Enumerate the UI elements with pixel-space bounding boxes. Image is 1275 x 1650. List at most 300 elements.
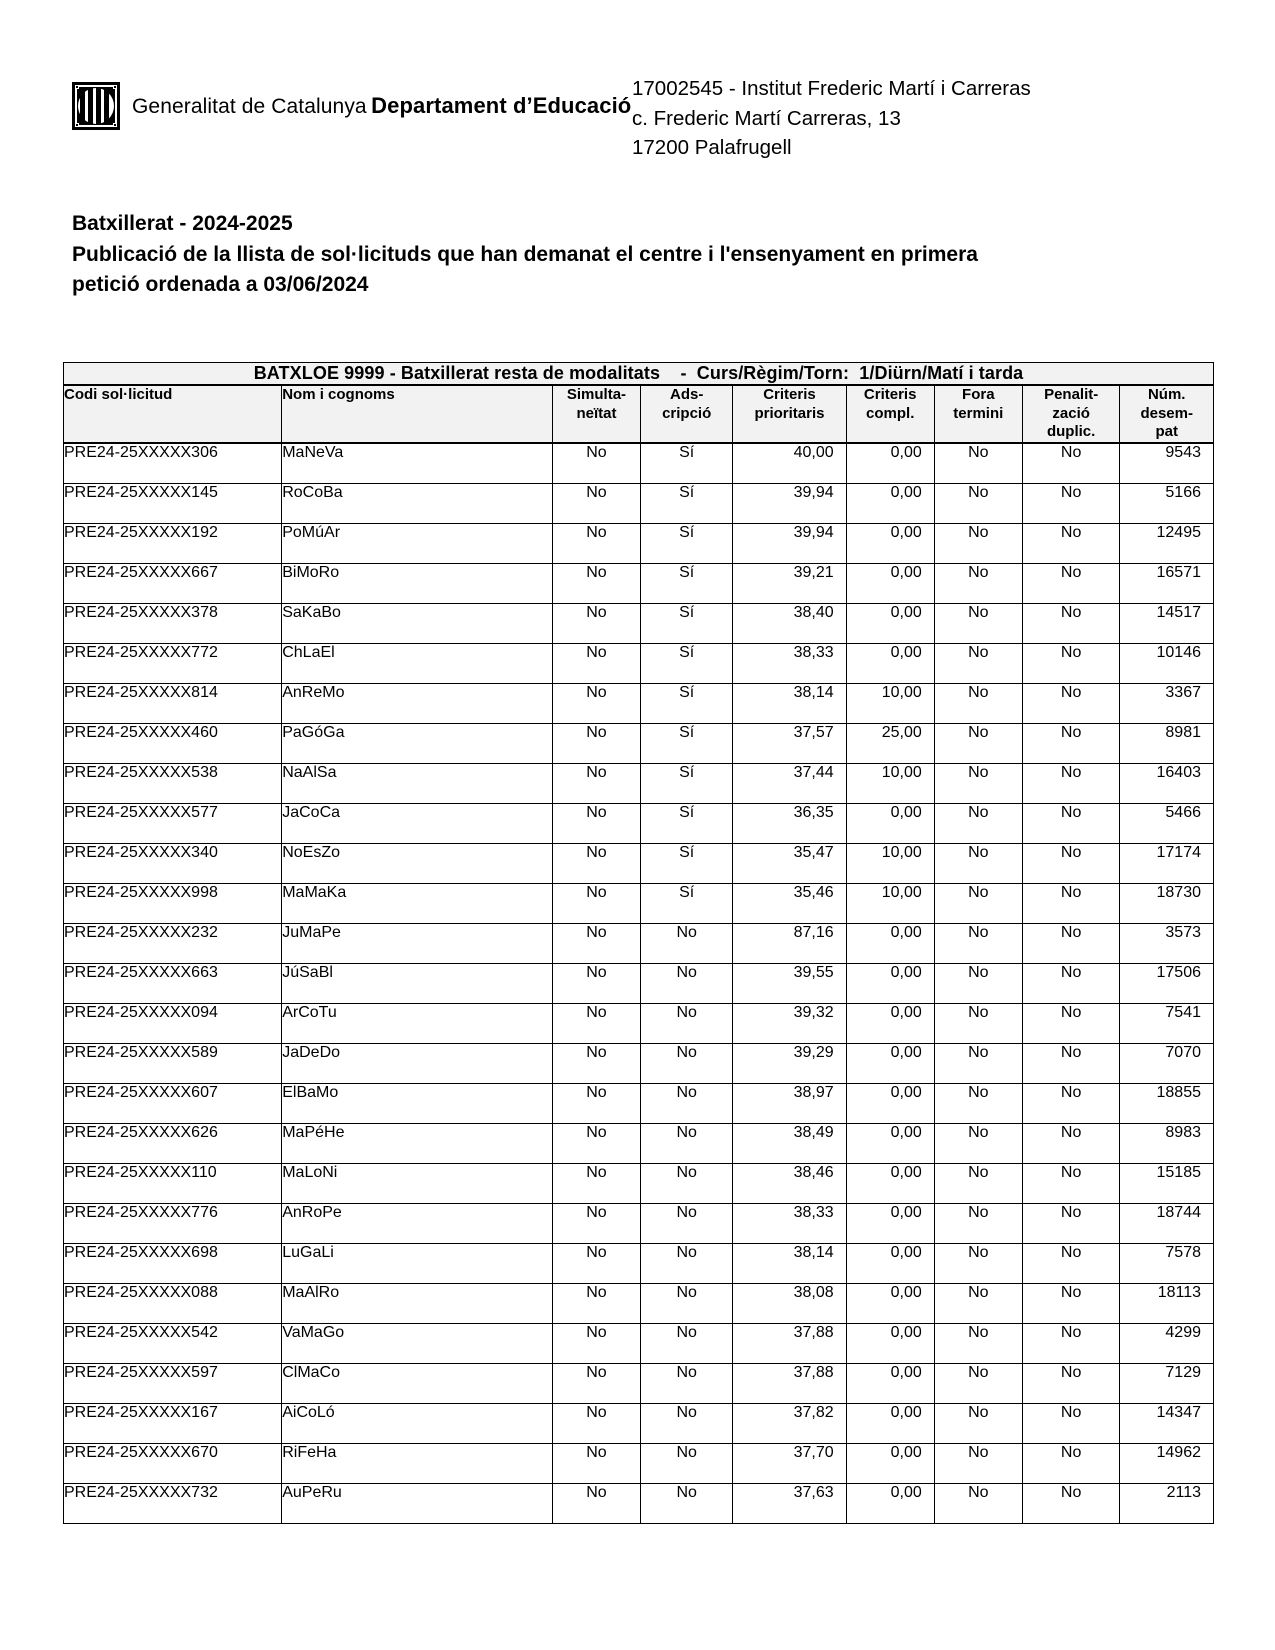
cell-simultaneitat: No — [552, 1363, 640, 1403]
cell-num-desempat: 12495 — [1120, 523, 1214, 563]
cell-adscripcio: Sí — [641, 683, 733, 723]
cell-fora-termini: No — [934, 723, 1022, 763]
cell-simultaneitat: No — [552, 563, 640, 603]
cell-codi-sollicitud: PRE24-25XXXXX577 — [64, 803, 282, 843]
cell-num-desempat: 16403 — [1120, 763, 1214, 803]
centre-address — [632, 70, 1031, 163]
cell-num-desempat: 18730 — [1120, 883, 1214, 923]
cell-fora-termini: No — [934, 923, 1022, 963]
table-row — [64, 1123, 1214, 1163]
table-row — [64, 963, 1214, 1003]
cell-criteris-prioritaris: 37,88 — [733, 1363, 846, 1403]
column-header-simultaneitat — [552, 385, 640, 443]
column-header-line: Penalit- — [1044, 386, 1099, 404]
cell-simultaneitat: No — [552, 803, 640, 843]
column-header-num-desempat — [1120, 385, 1214, 443]
cell-criteris-compl: 0,00 — [846, 963, 934, 1003]
cell-penalitzacio-duplic: No — [1022, 1243, 1120, 1283]
cell-adscripcio: Sí — [641, 643, 733, 683]
table-body — [64, 443, 1214, 1523]
table-row — [64, 1443, 1214, 1483]
cell-codi-sollicitud: PRE24-25XXXXX732 — [64, 1483, 282, 1523]
cell-adscripcio: Sí — [641, 763, 733, 803]
cell-num-desempat: 18744 — [1120, 1203, 1214, 1243]
cell-criteris-compl: 0,00 — [846, 1163, 934, 1203]
cell-codi-sollicitud: PRE24-25XXXXX667 — [64, 563, 282, 603]
column-header-line: Fora — [962, 386, 995, 404]
cell-fora-termini: No — [934, 1323, 1022, 1363]
cell-num-desempat: 2113 — [1120, 1483, 1214, 1523]
cell-adscripcio: No — [641, 923, 733, 963]
cell-nom-i-cognoms: LuGaLi — [282, 1243, 553, 1283]
cell-adscripcio: Sí — [641, 443, 733, 483]
cell-adscripcio: Sí — [641, 563, 733, 603]
cell-nom-i-cognoms: MaLoNi — [282, 1163, 553, 1203]
cell-simultaneitat: No — [552, 763, 640, 803]
cell-criteris-compl: 0,00 — [846, 1203, 934, 1243]
column-header-line: pat — [1155, 423, 1178, 441]
cell-codi-sollicitud: PRE24-25XXXXX589 — [64, 1043, 282, 1083]
cell-codi-sollicitud: PRE24-25XXXXX663 — [64, 963, 282, 1003]
cell-criteris-prioritaris: 37,44 — [733, 763, 846, 803]
table-row — [64, 1243, 1214, 1283]
cell-num-desempat: 15185 — [1120, 1163, 1214, 1203]
table-row — [64, 603, 1214, 643]
cell-criteris-prioritaris: 39,21 — [733, 563, 846, 603]
cell-fora-termini: No — [934, 563, 1022, 603]
cell-codi-sollicitud: PRE24-25XXXXX607 — [64, 1083, 282, 1123]
centre-street: c. Frederic Martí Carreras, 13 — [632, 106, 901, 130]
table-header-row — [64, 385, 1214, 443]
cell-criteris-prioritaris: 39,94 — [733, 483, 846, 523]
column-header-line: Núm. — [1147, 386, 1186, 404]
cell-criteris-compl: 25,00 — [846, 723, 934, 763]
column-header-codi-sollicitud — [64, 385, 282, 443]
cell-criteris-prioritaris: 37,57 — [733, 723, 846, 763]
cell-nom-i-cognoms: AiCoLó — [282, 1403, 553, 1443]
cell-criteris-compl: 0,00 — [846, 563, 934, 603]
cell-criteris-compl: 0,00 — [846, 1483, 934, 1523]
cell-nom-i-cognoms: JaDeDo — [282, 1043, 553, 1083]
cell-criteris-compl: 10,00 — [846, 843, 934, 883]
cell-num-desempat: 17174 — [1120, 843, 1214, 883]
cell-simultaneitat: No — [552, 1443, 640, 1483]
column-header-criteris-compl — [846, 385, 934, 443]
cell-fora-termini: No — [934, 883, 1022, 923]
cell-criteris-prioritaris: 39,32 — [733, 1003, 846, 1043]
column-header-line: neïtat — [576, 404, 617, 422]
cell-criteris-prioritaris: 38,14 — [733, 1243, 846, 1283]
cell-penalitzacio-duplic: No — [1022, 763, 1120, 803]
table-row — [64, 1203, 1214, 1243]
column-header-adscripcio — [641, 385, 733, 443]
cell-adscripcio: Sí — [641, 523, 733, 563]
cell-codi-sollicitud: PRE24-25XXXXX145 — [64, 483, 282, 523]
cell-codi-sollicitud: PRE24-25XXXXX998 — [64, 883, 282, 923]
cell-adscripcio: Sí — [641, 723, 733, 763]
cell-num-desempat: 8983 — [1120, 1123, 1214, 1163]
column-header-line: compl. — [866, 404, 915, 422]
cell-penalitzacio-duplic: No — [1022, 1363, 1120, 1403]
cell-simultaneitat: No — [552, 1163, 640, 1203]
cell-simultaneitat: No — [552, 923, 640, 963]
cell-criteris-prioritaris: 37,82 — [733, 1403, 846, 1443]
cell-adscripcio: No — [641, 1403, 733, 1443]
cell-nom-i-cognoms: JuMaPe — [282, 923, 553, 963]
cell-criteris-compl: 0,00 — [846, 1323, 934, 1363]
generalitat-de-catalunya-coat-of-arms-icon — [72, 82, 120, 130]
cell-nom-i-cognoms: RiFeHa — [282, 1443, 553, 1483]
cell-adscripcio: Sí — [641, 483, 733, 523]
cell-codi-sollicitud: PRE24-25XXXXX192 — [64, 523, 282, 563]
cell-nom-i-cognoms: JaCoCa — [282, 803, 553, 843]
cell-simultaneitat: No — [552, 1243, 640, 1283]
cell-penalitzacio-duplic: No — [1022, 683, 1120, 723]
cell-simultaneitat: No — [552, 963, 640, 1003]
title-line-description-2: petició ordenada a 03/06/2024 — [72, 273, 369, 297]
cell-num-desempat: 4299 — [1120, 1323, 1214, 1363]
cell-nom-i-cognoms: ElBaMo — [282, 1083, 553, 1123]
cell-nom-i-cognoms: AuPeRu — [282, 1483, 553, 1523]
cell-penalitzacio-duplic: No — [1022, 1003, 1120, 1043]
column-header-line: prioritaris — [754, 404, 825, 422]
cell-penalitzacio-duplic: No — [1022, 1203, 1120, 1243]
column-header-line: Simulta- — [566, 386, 627, 404]
cell-fora-termini: No — [934, 803, 1022, 843]
cell-nom-i-cognoms: JúSaBl — [282, 963, 553, 1003]
cell-codi-sollicitud: PRE24-25XXXXX094 — [64, 1003, 282, 1043]
table-row — [64, 683, 1214, 723]
column-header-fora-termini — [934, 385, 1022, 443]
generalitat-logo — [72, 70, 632, 130]
cell-simultaneitat: No — [552, 1043, 640, 1083]
cell-criteris-prioritaris: 38,46 — [733, 1163, 846, 1203]
cell-adscripcio: Sí — [641, 843, 733, 883]
cell-criteris-compl: 0,00 — [846, 643, 934, 683]
cell-num-desempat: 7541 — [1120, 1003, 1214, 1043]
cell-criteris-prioritaris: 40,00 — [733, 443, 846, 483]
cell-criteris-compl: 0,00 — [846, 1083, 934, 1123]
cell-criteris-compl: 0,00 — [846, 1123, 934, 1163]
cell-fora-termini: No — [934, 1123, 1022, 1163]
cell-penalitzacio-duplic: No — [1022, 803, 1120, 843]
column-header-line: desem- — [1140, 404, 1193, 422]
cell-num-desempat: 18113 — [1120, 1283, 1214, 1323]
title-line-description-1: Publicació de la llista de sol·licituds que han demanat el centre i l'ensenyament en primera — [72, 242, 978, 266]
cell-fora-termini: No — [934, 1003, 1022, 1043]
cell-codi-sollicitud: PRE24-25XXXXX340 — [64, 843, 282, 883]
title-line-programme: Batxillerat - 2024-2025 — [72, 212, 293, 236]
cell-adscripcio: No — [641, 1243, 733, 1283]
cell-codi-sollicitud: PRE24-25XXXXX776 — [64, 1203, 282, 1243]
cell-nom-i-cognoms: ArCoTu — [282, 1003, 553, 1043]
cell-penalitzacio-duplic: No — [1022, 523, 1120, 563]
cell-criteris-prioritaris: 38,33 — [733, 643, 846, 683]
cell-adscripcio: No — [641, 1443, 733, 1483]
cell-criteris-compl: 0,00 — [846, 1003, 934, 1043]
cell-nom-i-cognoms: BiMoRo — [282, 563, 553, 603]
cell-num-desempat: 7578 — [1120, 1243, 1214, 1283]
cell-adscripcio: No — [641, 1203, 733, 1243]
cell-adscripcio: Sí — [641, 803, 733, 843]
cell-simultaneitat: No — [552, 523, 640, 563]
logo-line-departament: Departament d’Educació — [371, 92, 632, 118]
cell-penalitzacio-duplic: No — [1022, 843, 1120, 883]
cell-adscripcio: Sí — [641, 883, 733, 923]
cell-criteris-prioritaris: 37,88 — [733, 1323, 846, 1363]
cell-adscripcio: Sí — [641, 603, 733, 643]
table-row — [64, 643, 1214, 683]
cell-adscripcio: No — [641, 1163, 733, 1203]
cell-criteris-compl: 0,00 — [846, 443, 934, 483]
cell-adscripcio: No — [641, 1323, 733, 1363]
cell-nom-i-cognoms: AnReMo — [282, 683, 553, 723]
cell-fora-termini: No — [934, 1243, 1022, 1283]
centre-name: 17002545 - Institut Frederic Martí i Carreras — [632, 77, 1031, 100]
table-row — [64, 483, 1214, 523]
cell-criteris-prioritaris: 35,46 — [733, 883, 846, 923]
cell-num-desempat: 8981 — [1120, 723, 1214, 763]
cell-fora-termini: No — [934, 1163, 1022, 1203]
table-row — [64, 1083, 1214, 1123]
cell-nom-i-cognoms: ChLaEl — [282, 643, 553, 683]
cell-num-desempat: 3367 — [1120, 683, 1214, 723]
cell-criteris-compl: 10,00 — [846, 763, 934, 803]
table-row — [64, 803, 1214, 843]
cell-nom-i-cognoms: RoCoBa — [282, 483, 553, 523]
cell-penalitzacio-duplic: No — [1022, 1483, 1120, 1523]
cell-criteris-prioritaris: 39,94 — [733, 523, 846, 563]
cell-criteris-compl: 0,00 — [846, 1243, 934, 1283]
cell-codi-sollicitud: PRE24-25XXXXX110 — [64, 1163, 282, 1203]
cell-num-desempat: 7129 — [1120, 1363, 1214, 1403]
cell-simultaneitat: No — [552, 723, 640, 763]
table-row — [64, 1483, 1214, 1523]
cell-fora-termini: No — [934, 1203, 1022, 1243]
cell-criteris-compl: 0,00 — [846, 1043, 934, 1083]
cell-simultaneitat: No — [552, 1203, 640, 1243]
cell-simultaneitat: No — [552, 1323, 640, 1363]
cell-criteris-compl: 0,00 — [846, 923, 934, 963]
column-header-line: Codi sol·licitud — [64, 386, 173, 404]
cell-criteris-compl: 0,00 — [846, 1283, 934, 1323]
cell-codi-sollicitud: PRE24-25XXXXX698 — [64, 1243, 282, 1283]
column-header-penalitzacio-duplic — [1022, 385, 1120, 443]
cell-nom-i-cognoms: NaAlSa — [282, 763, 553, 803]
table-row — [64, 1323, 1214, 1363]
cell-simultaneitat: No — [552, 603, 640, 643]
cell-nom-i-cognoms: MaAlRo — [282, 1283, 553, 1323]
cell-nom-i-cognoms: VaMaGo — [282, 1323, 553, 1363]
column-header-nom-i-cognoms — [282, 385, 553, 443]
cell-criteris-prioritaris: 35,47 — [733, 843, 846, 883]
cell-criteris-compl: 10,00 — [846, 883, 934, 923]
cell-penalitzacio-duplic: No — [1022, 1403, 1120, 1443]
cell-nom-i-cognoms: AnRoPe — [282, 1203, 553, 1243]
table-row — [64, 883, 1214, 923]
cell-penalitzacio-duplic: No — [1022, 1123, 1120, 1163]
document-header — [0, 0, 1275, 163]
cell-penalitzacio-duplic: No — [1022, 723, 1120, 763]
cell-num-desempat: 14517 — [1120, 603, 1214, 643]
cell-criteris-prioritaris: 39,55 — [733, 963, 846, 1003]
cell-nom-i-cognoms: SaKaBo — [282, 603, 553, 643]
cell-penalitzacio-duplic: No — [1022, 443, 1120, 483]
cell-criteris-compl: 0,00 — [846, 1403, 934, 1443]
cell-criteris-prioritaris: 36,35 — [733, 803, 846, 843]
cell-fora-termini: No — [934, 523, 1022, 563]
column-header-line: Nom i cognoms — [282, 386, 395, 404]
cell-fora-termini: No — [934, 963, 1022, 1003]
cell-num-desempat: 5466 — [1120, 803, 1214, 843]
cell-criteris-prioritaris: 38,14 — [733, 683, 846, 723]
cell-criteris-prioritaris: 38,49 — [733, 1123, 846, 1163]
cell-fora-termini: No — [934, 1083, 1022, 1123]
sollicituds-table — [63, 362, 1214, 1524]
cell-adscripcio: No — [641, 1283, 733, 1323]
cell-criteris-compl: 0,00 — [846, 1443, 934, 1483]
cell-num-desempat: 7070 — [1120, 1043, 1214, 1083]
cell-penalitzacio-duplic: No — [1022, 603, 1120, 643]
cell-criteris-prioritaris: 38,08 — [733, 1283, 846, 1323]
cell-penalitzacio-duplic: No — [1022, 923, 1120, 963]
cell-num-desempat: 9543 — [1120, 443, 1214, 483]
cell-fora-termini: No — [934, 1283, 1022, 1323]
cell-codi-sollicitud: PRE24-25XXXXX306 — [64, 443, 282, 483]
cell-criteris-compl: 0,00 — [846, 523, 934, 563]
cell-num-desempat: 16571 — [1120, 563, 1214, 603]
table-row — [64, 1283, 1214, 1323]
cell-num-desempat: 14347 — [1120, 1403, 1214, 1443]
centre-city: 17200 Palafrugell — [632, 136, 792, 160]
cell-num-desempat: 3573 — [1120, 923, 1214, 963]
cell-simultaneitat: No — [552, 1083, 640, 1123]
table-row — [64, 563, 1214, 603]
table-row — [64, 1003, 1214, 1043]
column-header-line: duplic. — [1046, 423, 1096, 441]
column-header-line: Criteris — [763, 386, 816, 404]
listing-table-container — [0, 362, 1275, 1524]
cell-fora-termini: No — [934, 843, 1022, 883]
table-row — [64, 923, 1214, 963]
cell-simultaneitat: No — [552, 443, 640, 483]
cell-codi-sollicitud: PRE24-25XXXXX538 — [64, 763, 282, 803]
table-row — [64, 1363, 1214, 1403]
column-header-line: termini — [953, 404, 1004, 422]
cell-nom-i-cognoms: MaNeVa — [282, 443, 553, 483]
table-head — [64, 363, 1214, 444]
cell-codi-sollicitud: PRE24-25XXXXX088 — [64, 1283, 282, 1323]
cell-fora-termini: No — [934, 1363, 1022, 1403]
cell-fora-termini: No — [934, 1403, 1022, 1443]
cell-codi-sollicitud: PRE24-25XXXXX670 — [64, 1443, 282, 1483]
column-header-criteris-prioritaris — [733, 385, 846, 443]
table-row — [64, 843, 1214, 883]
column-header-line: cripció — [662, 404, 712, 422]
cell-nom-i-cognoms: MaMaKa — [282, 883, 553, 923]
cell-penalitzacio-duplic: No — [1022, 483, 1120, 523]
cell-penalitzacio-duplic: No — [1022, 1323, 1120, 1363]
cell-penalitzacio-duplic: No — [1022, 883, 1120, 923]
cell-codi-sollicitud: PRE24-25XXXXX814 — [64, 683, 282, 723]
cell-adscripcio: No — [641, 1483, 733, 1523]
cell-adscripcio: No — [641, 1043, 733, 1083]
cell-penalitzacio-duplic: No — [1022, 963, 1120, 1003]
cell-adscripcio: No — [641, 1123, 733, 1163]
cell-criteris-prioritaris: 38,97 — [733, 1083, 846, 1123]
cell-criteris-compl: 0,00 — [846, 1363, 934, 1403]
cell-num-desempat: 18855 — [1120, 1083, 1214, 1123]
cell-simultaneitat: No — [552, 1283, 640, 1323]
cell-codi-sollicitud: PRE24-25XXXXX460 — [64, 723, 282, 763]
cell-simultaneitat: No — [552, 883, 640, 923]
table-row — [64, 443, 1214, 483]
cell-fora-termini: No — [934, 1043, 1022, 1083]
cell-criteris-compl: 10,00 — [846, 683, 934, 723]
table-row — [64, 723, 1214, 763]
table-caption-row — [64, 363, 1214, 386]
page-title — [0, 209, 1275, 300]
cell-num-desempat: 17506 — [1120, 963, 1214, 1003]
cell-adscripcio: No — [641, 1003, 733, 1043]
cell-penalitzacio-duplic: No — [1022, 1043, 1120, 1083]
cell-codi-sollicitud: PRE24-25XXXXX772 — [64, 643, 282, 683]
cell-nom-i-cognoms: PaGóGa — [282, 723, 553, 763]
cell-criteris-prioritaris: 38,33 — [733, 1203, 846, 1243]
cell-num-desempat: 14962 — [1120, 1443, 1214, 1483]
cell-criteris-prioritaris: 39,29 — [733, 1043, 846, 1083]
cell-adscripcio: No — [641, 1083, 733, 1123]
cell-fora-termini: No — [934, 603, 1022, 643]
cell-simultaneitat: No — [552, 843, 640, 883]
cell-adscripcio: No — [641, 963, 733, 1003]
cell-simultaneitat: No — [552, 483, 640, 523]
cell-penalitzacio-duplic: No — [1022, 563, 1120, 603]
cell-codi-sollicitud: PRE24-25XXXXX542 — [64, 1323, 282, 1363]
cell-simultaneitat: No — [552, 1003, 640, 1043]
column-header-line: Ads- — [670, 386, 704, 404]
cell-nom-i-cognoms: ClMaCo — [282, 1363, 553, 1403]
cell-codi-sollicitud: PRE24-25XXXXX232 — [64, 923, 282, 963]
table-row — [64, 1403, 1214, 1443]
cell-fora-termini: No — [934, 643, 1022, 683]
cell-fora-termini: No — [934, 443, 1022, 483]
column-header-line: zació — [1052, 404, 1090, 422]
table-row — [64, 523, 1214, 563]
column-header-line: Criteris — [863, 386, 917, 404]
cell-nom-i-cognoms: PoMúAr — [282, 523, 553, 563]
cell-criteris-prioritaris: 37,70 — [733, 1443, 846, 1483]
cell-nom-i-cognoms: MaPéHe — [282, 1123, 553, 1163]
logo-line-generalitat: Generalitat de Catalunya — [132, 94, 367, 118]
cell-penalitzacio-duplic: No — [1022, 1083, 1120, 1123]
cell-criteris-prioritaris: 38,40 — [733, 603, 846, 643]
cell-adscripcio: No — [641, 1363, 733, 1403]
cell-fora-termini: No — [934, 1483, 1022, 1523]
cell-codi-sollicitud: PRE24-25XXXXX626 — [64, 1123, 282, 1163]
cell-criteris-prioritaris: 87,16 — [733, 923, 846, 963]
cell-criteris-compl: 0,00 — [846, 603, 934, 643]
cell-penalitzacio-duplic: No — [1022, 1443, 1120, 1483]
cell-penalitzacio-duplic: No — [1022, 643, 1120, 683]
cell-fora-termini: No — [934, 1443, 1022, 1483]
cell-criteris-compl: 0,00 — [846, 803, 934, 843]
cell-simultaneitat: No — [552, 1403, 640, 1443]
cell-simultaneitat: No — [552, 1123, 640, 1163]
cell-fora-termini: No — [934, 683, 1022, 723]
table-row — [64, 1163, 1214, 1203]
table-row — [64, 1043, 1214, 1083]
